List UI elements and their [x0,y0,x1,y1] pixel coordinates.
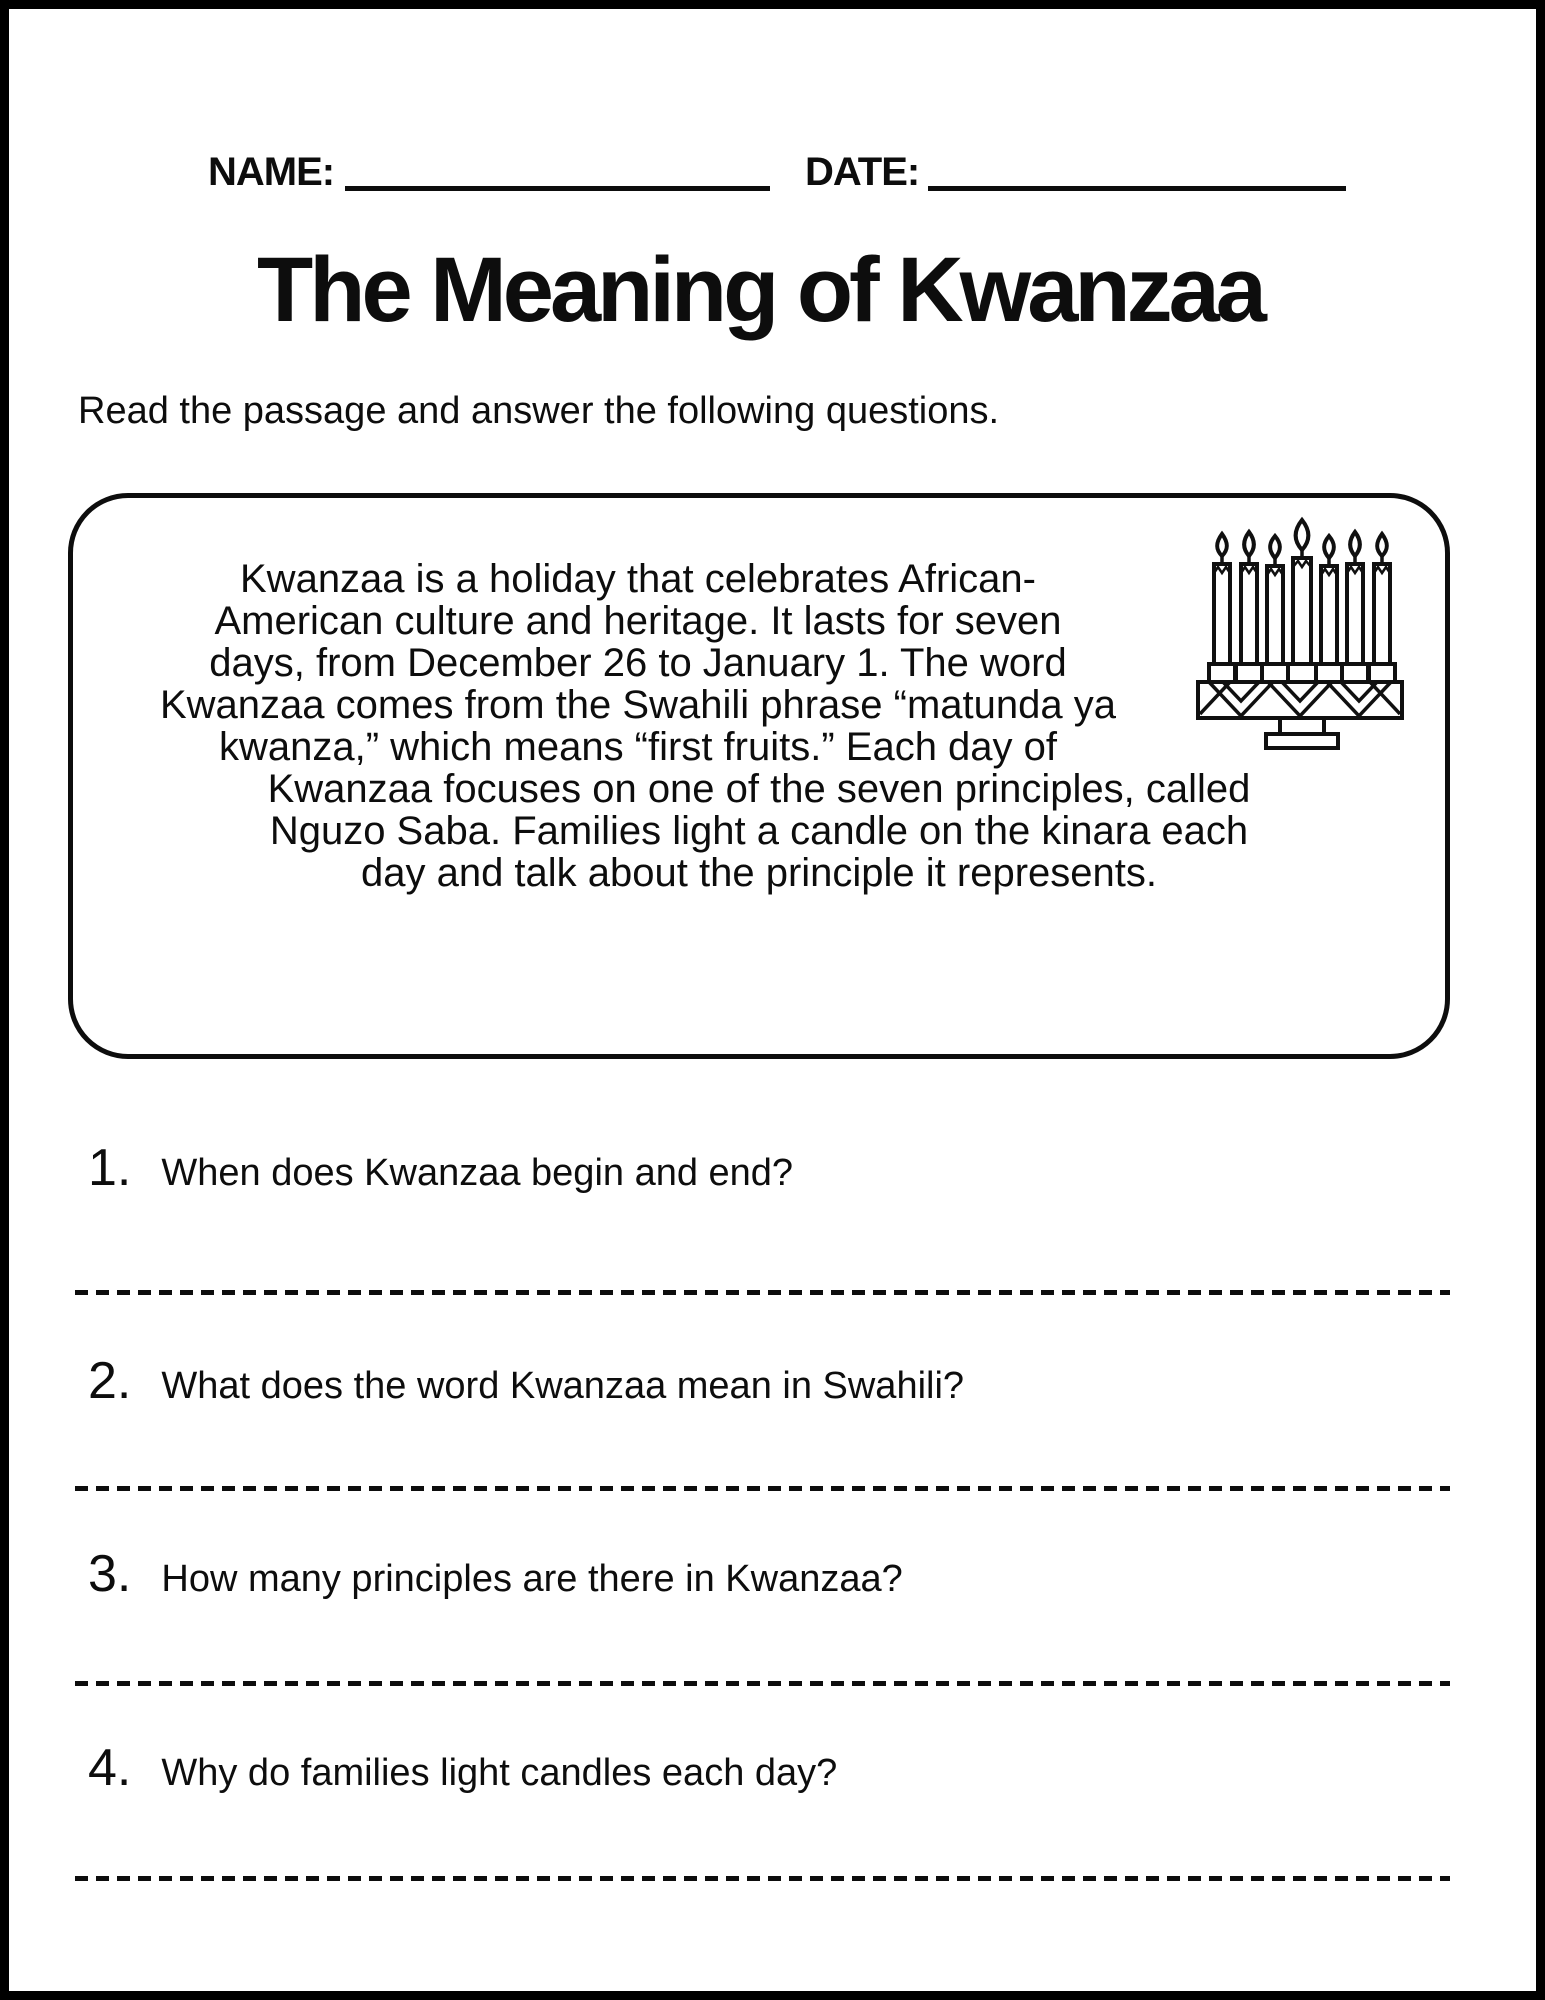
question-text: How many principles are there in Kwanzaa? [161,1558,903,1600]
passage-box [68,493,1450,1059]
worksheet-title: The Meaning of Kwanzaa [257,239,1263,341]
question-number: 3. [88,1545,132,1603]
name-write-line [345,186,770,191]
passage-line: kwanza,” which means “first fruits.” Each day of [218,725,1058,769]
question-text: What does the word Kwanzaa mean in Swahili? [161,1365,965,1407]
passage-line: Kwanzaa is a holiday that celebrates African- [240,557,1036,601]
question-row [88,1138,793,1198]
question-text: Why do families light candles each day? [161,1752,838,1794]
question-row [88,1544,903,1604]
answer-line [75,1486,1450,1491]
passage-line: Nguzo Saba. Families light a candle on the kinara each [269,809,1249,853]
passage-line: Kwanzaa focuses on one of the seven principles, called [267,767,1251,811]
question-text: When does Kwanzaa begin and end? [161,1152,794,1194]
question-row [88,1351,964,1411]
passage-paragraph-bottom [101,768,1417,894]
passage-line: day and talk about the principle it represents. [360,851,1158,895]
instructions-text: Read the passage and answer the following questions. [78,390,1000,432]
answer-line [75,1290,1450,1295]
passage-paragraph-top [103,498,1173,768]
passage-line: days, from December 26 to January 1. The word [209,641,1067,685]
answer-line [75,1681,1450,1686]
kinara-illustration [1195,512,1405,752]
question-row [88,1738,837,1798]
question-number: 1. [88,1139,132,1197]
passage-line: Kwanzaa comes from the Swahili phrase “matunda ya [159,683,1116,727]
question-number: 4. [88,1739,132,1797]
question-number: 2. [88,1352,132,1410]
date-write-line [928,186,1346,191]
passage-line: American culture and heritage. It lasts for seven [214,599,1062,643]
answer-line [75,1876,1450,1881]
date-label: DATE: [805,150,920,194]
name-label: NAME: [208,150,335,194]
